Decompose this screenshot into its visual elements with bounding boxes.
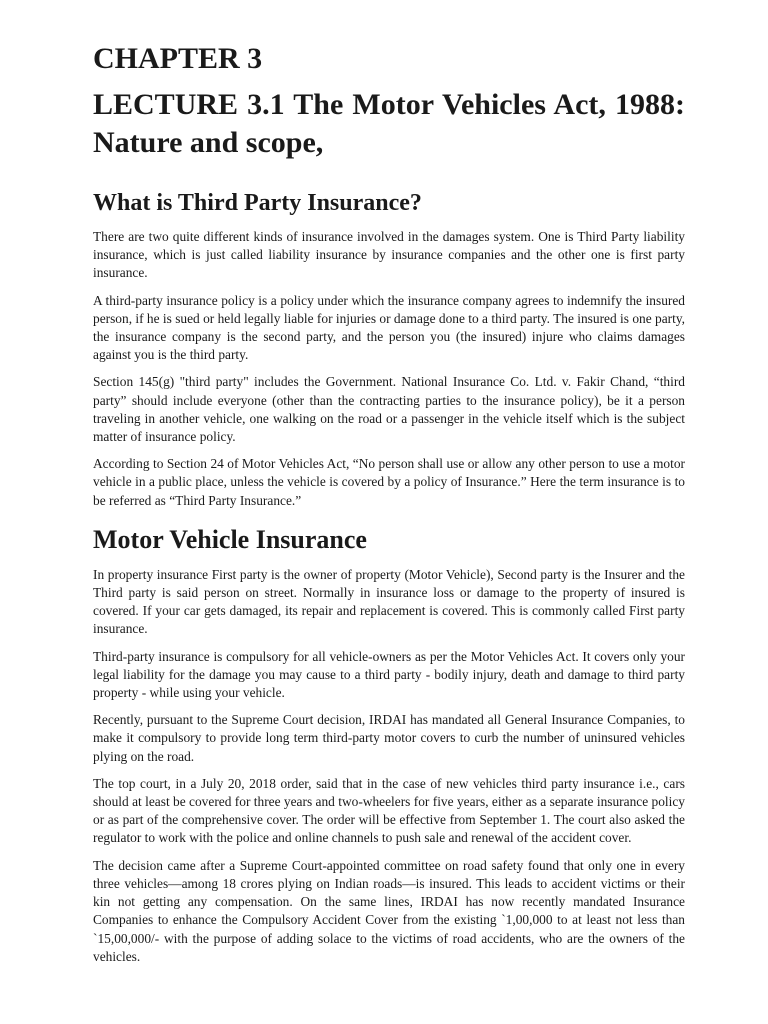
paragraph: A third-party insurance policy is a policy under which the insurance company agrees to indemnify the insured person, if he is sued or held legally liable for injuries or damage done to a third party. The insured is one party, the insurance company is the second party, and the person you (the insured) injure who claims damages against you is the third party. — [93, 292, 685, 363]
paragraph: The decision came after a Supreme Court-appointed committee on road safety found that only one in every three vehicles—among 18 crores plying on Indian roads—is insured. This leads to accident victims or their kin not getting any compensation. On the same lines, IRDAI has now recently mandated Insurance Companies to enhance the Compulsory Accident Cover from the existing `1,00,000 to at least not less than `15,00,000/- with the purpose of adding solace to the victims of road accidents, who are the owners of the vehicles. — [93, 857, 685, 964]
lecture-title: LECTURE 3.1 The Motor Vehicles Act, 1988: Nature and scope, — [93, 88, 685, 159]
document-page — [93, 40, 685, 975]
paragraph: According to Section 24 of Motor Vehicles Act, “No person shall use or allow any other person to use a motor vehicle in a public place, unless the vehicle is covered by a policy of Insurance.” Here the term insurance is to be referred as “Third Party Insurance.” — [93, 456, 685, 508]
paragraph: Recently, pursuant to the Supreme Court decision, IRDAI has mandated all General Insurance Companies, to make it compulsory to provide long term third-party motor covers to curb the number of uninsured vehicles plying on the road. — [93, 712, 685, 764]
paragraph: In property insurance First party is the owner of property (Motor Vehicle), Second party is the Insurer and the Third party is said person on street. Normally in insurance loss or damage to the property of insured is covered. If your car gets damaged, its repair and replacement is covered. This is commonly called First party insurance. — [93, 566, 685, 637]
paragraph: Third-party insurance is compulsory for all vehicle-owners as per the Motor Vehicles Act. It covers only your legal liability for the damage you may cause to a third party - bodily injury, death and damage to third party property - while using your vehicle. — [93, 648, 685, 701]
section-heading: Motor Vehicle Insurance — [93, 524, 367, 554]
paragraph: Section 145(g) "third party" includes the Government. National Insurance Co. Ltd. v. Fakir Chand, “third party” should include everyone (other than the contracting parties to the insurance policy), be it a person traveling in another vehicle, one walking on the road or a passenger in the vehicle itself which is the subject matter of insurance policy. — [93, 374, 685, 445]
section-third-party-insurance — [93, 188, 685, 510]
chapter-heading: CHAPTER 3 — [93, 42, 263, 75]
section-motor-vehicle-insurance — [93, 524, 685, 966]
section-heading: What is Third Party Insurance? — [93, 190, 422, 216]
paragraph: The top court, in a July 20, 2018 order, said that in the case of new vehicles third party insurance i.e., cars should at least be covered for three years and two-wheelers for five years, either as a separate insurance policy or as part of the comprehensive cover. The order will be effective from September 1. The court also asked the regulator to work with the police and online channels to push sale and renewal of the accident cover. — [93, 775, 685, 846]
paragraph: There are two quite different kinds of insurance involved in the damages system. One is Third Party liability insurance, which is just called liability insurance by insurance companies and the other one is first party insurance. — [93, 229, 685, 281]
